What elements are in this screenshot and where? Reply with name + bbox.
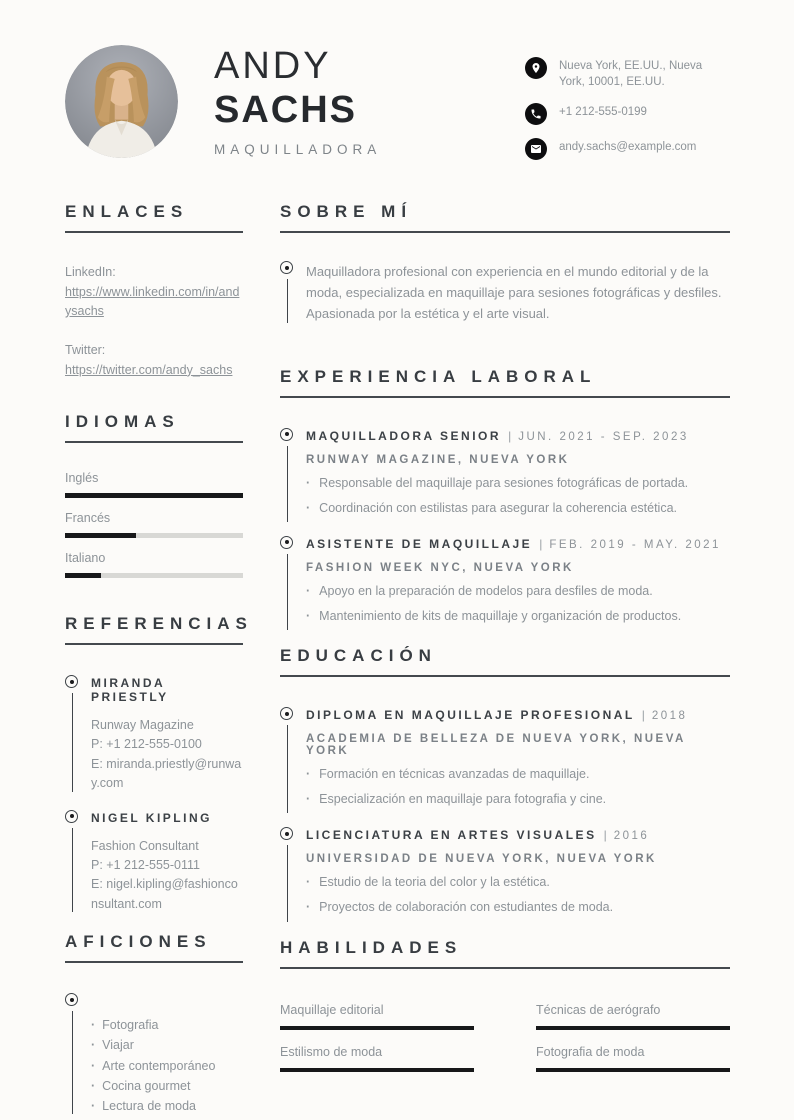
profile-photo-illustration — [65, 45, 178, 158]
skill-name: Técnicas de aerógrafo — [536, 1002, 661, 1017]
content-columns — [0, 202, 794, 1120]
skill-item — [536, 1003, 730, 1030]
section-languages — [65, 412, 243, 578]
reference-entry — [65, 810, 243, 915]
bullet-dot: · — [306, 875, 311, 890]
header — [0, 0, 794, 160]
skill-bar-track — [280, 1026, 474, 1030]
bullet-dot: · — [91, 1038, 96, 1053]
timeline-marker — [65, 675, 91, 794]
timeline-line — [72, 828, 74, 913]
experience-entry — [280, 428, 730, 524]
bullet-dot: · — [306, 767, 311, 782]
bullet-line — [306, 790, 730, 808]
language-row — [65, 511, 243, 538]
hobbies-entry — [65, 993, 243, 1116]
timeline-line — [287, 279, 289, 322]
divider: | — [641, 708, 645, 723]
phone-text: +1 212-555-0199 — [559, 106, 647, 119]
twitter-link[interactable]: https://twitter.com/andy_sachs — [65, 362, 233, 377]
sidebar — [65, 202, 253, 1120]
ring-bullet-icon — [280, 827, 293, 840]
section-education — [280, 646, 730, 924]
skills-grid — [280, 1003, 730, 1072]
bullet-dot: · — [91, 1099, 96, 1114]
timeline-line — [287, 845, 289, 921]
timeline-line — [72, 693, 74, 792]
name-block — [214, 45, 381, 157]
language-name: Italiano — [65, 551, 106, 566]
ring-bullet-icon — [65, 675, 78, 688]
bullet-line — [306, 474, 730, 492]
divider: | — [539, 536, 543, 551]
bullet-dot: · — [306, 608, 311, 623]
section-hobbies — [65, 932, 243, 1116]
bullet-dot: · — [306, 583, 311, 598]
about-section-title: SOBRE MÍ — [280, 202, 730, 233]
job-role: ASISTENTE DE MAQUILLAJE — [306, 536, 533, 551]
bullet-line — [306, 499, 730, 517]
degree-bullets — [306, 873, 730, 916]
hobby-text: Lectura de moda — [102, 1099, 196, 1114]
reference-details — [91, 716, 243, 794]
first-name: ANDY — [214, 45, 332, 87]
education-entry — [280, 707, 730, 815]
reference-phone: P: +1 212-555-0111 — [91, 857, 200, 872]
section-links — [65, 202, 243, 380]
job-dates: JUN. 2021 - SEP. 2023 — [518, 430, 689, 443]
skill-name: Fotografia de moda — [536, 1044, 645, 1059]
timeline-marker — [65, 810, 91, 915]
timeline-line — [287, 725, 289, 813]
reference-email: E: miranda.priestly@runway.com — [91, 756, 242, 791]
timeline-line — [287, 554, 289, 630]
timeline-marker — [280, 707, 306, 815]
bullet-dot: · — [91, 1058, 96, 1073]
timeline-line — [287, 446, 289, 522]
ring-bullet-icon — [280, 707, 293, 720]
contact-block — [525, 45, 730, 160]
skill-item — [280, 1003, 474, 1030]
email-icon — [525, 138, 547, 160]
job-title: MAQUILLADORA — [214, 142, 382, 158]
contact-location — [525, 57, 730, 90]
ring-bullet-icon — [65, 810, 78, 823]
hobby-text: Fotografia — [102, 1018, 159, 1033]
hobby-item — [91, 1035, 243, 1055]
linkedin-link-block — [65, 263, 243, 321]
divider: | — [603, 828, 607, 843]
timeline-marker — [65, 993, 91, 1116]
skills-section-title: HABILIDADES — [280, 938, 730, 969]
timeline-marker — [280, 261, 306, 324]
language-bar-fill — [65, 573, 101, 578]
degree-line — [306, 707, 730, 722]
section-experience — [280, 367, 730, 633]
skill-bar-fill — [536, 1068, 730, 1072]
timeline-marker — [280, 428, 306, 524]
about-text: Maquilladora profesional con experiencia en el mundo editorial y de la moda, especializada en maquillaje para sesiones fotográficas y desfiles. Apasionada por la estética y el arte visual. — [306, 264, 722, 321]
experience-section-title: EXPERIENCIA LABORAL — [280, 367, 730, 398]
last-name: SACHS — [214, 88, 358, 131]
experience-entry — [280, 536, 730, 632]
reference-company: Runway Magazine — [91, 718, 194, 733]
bullet-line — [306, 765, 730, 783]
ring-bullet-icon — [280, 428, 293, 441]
bullet-text: Proyectos de colaboración con estudiantes de moda. — [319, 900, 614, 915]
skill-bar-fill — [536, 1026, 730, 1030]
degree-title: LICENCIATURA EN ARTES VISUALES — [306, 828, 597, 843]
language-bar-fill — [65, 493, 243, 498]
twitter-link-block — [65, 341, 243, 380]
education-section-title: EDUCACIÓN — [280, 646, 730, 677]
timeline-line — [72, 1011, 74, 1114]
bullet-text: Apoyo en la preparación de modelos para desfiles de moda. — [319, 583, 653, 598]
language-bar-track — [65, 493, 243, 498]
reference-details — [91, 837, 243, 915]
degree-title: DIPLOMA EN MAQUILLAJE PROFESIONAL — [306, 708, 635, 723]
language-bar-fill — [65, 533, 136, 538]
reference-phone: P: +1 212-555-0100 — [91, 737, 202, 752]
degree-dates: 2016 — [613, 830, 650, 843]
language-name: Francés — [65, 511, 111, 526]
languages-section-title: IDIOMAS — [65, 412, 243, 443]
bullet-text: Mantenimiento de kits de maquillaje y organización de productos. — [319, 608, 682, 623]
bullet-line — [306, 898, 730, 916]
hobby-text: Arte contemporáneo — [102, 1058, 216, 1073]
skill-name: Maquillaje editorial — [280, 1002, 384, 1017]
bullet-text: Estudio de la teoria del color y la estética. — [319, 875, 550, 890]
hobbies-section-title: AFICIONES — [65, 932, 243, 963]
degree-line — [306, 827, 730, 842]
skill-bar-fill — [280, 1068, 474, 1072]
bullet-dot: · — [306, 792, 311, 807]
location-pin-icon — [525, 57, 547, 79]
ring-bullet-icon — [280, 536, 293, 549]
hobby-item — [91, 1096, 243, 1116]
links-section-title: ENLACES — [65, 202, 243, 233]
bullet-line — [306, 582, 730, 600]
hobby-item — [91, 1056, 243, 1076]
job-dates: FEB. 2019 - MAY. 2021 — [549, 538, 721, 551]
linkedin-label: LinkedIn: — [65, 265, 116, 280]
bullet-dot: · — [306, 500, 311, 515]
contact-email — [525, 138, 730, 160]
job-company: RUNWAY MAGAZINE, NUEVA YORK — [306, 453, 570, 466]
education-entry — [280, 827, 730, 923]
hobby-item — [91, 1076, 243, 1096]
degree-bullets — [306, 765, 730, 808]
role-line — [306, 428, 730, 443]
school-name: UNIVERSIDAD DE NUEVA YORK, NUEVA YORK — [306, 853, 657, 866]
skill-bar-track — [280, 1068, 474, 1072]
section-references — [65, 614, 253, 914]
divider: | — [508, 428, 512, 443]
reference-company: Fashion Consultant — [91, 838, 199, 853]
reference-name: NIGEL KIPLING — [91, 810, 212, 825]
role-line — [306, 536, 730, 551]
job-company: FASHION WEEK NYC, NUEVA YORK — [306, 561, 574, 574]
skill-bar-track — [536, 1026, 730, 1030]
skill-item — [280, 1045, 474, 1072]
job-role: MAQUILLADORA SENIOR — [306, 428, 502, 443]
bullet-line — [306, 873, 730, 891]
timeline-marker — [280, 827, 306, 923]
contact-phone — [525, 103, 730, 125]
hobby-text: Cocina gourmet — [102, 1078, 191, 1093]
hobby-text: Viajar — [102, 1038, 134, 1053]
job-bullets — [306, 582, 730, 625]
section-about — [280, 202, 730, 324]
ring-bullet-icon — [65, 993, 78, 1006]
timeline-marker — [280, 536, 306, 632]
bullet-text: Formación en técnicas avanzadas de maquillaje. — [319, 767, 590, 782]
linkedin-link[interactable]: https://www.linkedin.com/in/andysachs — [65, 284, 240, 318]
bullet-text: Coordinación con estilistas para asegurar la coherencia estética. — [319, 500, 678, 515]
phone-icon — [525, 103, 547, 125]
skill-item — [536, 1045, 730, 1072]
language-bar-track — [65, 533, 243, 538]
about-entry — [280, 261, 730, 324]
language-bar-track — [65, 573, 243, 578]
twitter-label: Twitter: — [65, 343, 106, 358]
bullet-line — [306, 607, 730, 625]
section-skills — [280, 938, 730, 1072]
degree-dates: 2018 — [651, 710, 688, 723]
email-text: andy.sachs@example.com — [559, 141, 697, 154]
bullet-dot: · — [306, 900, 311, 915]
reference-email: E: nigel.kipling@fashionconsultant.com — [91, 877, 238, 911]
skill-bar-fill — [280, 1026, 474, 1030]
reference-name: MIRANDA PRIESTLY — [91, 676, 169, 705]
school-name: ACADEMIA DE BELLEZA DE NUEVA YORK, NUEVA YORK — [306, 733, 686, 758]
language-name: Inglés — [65, 471, 99, 486]
bullet-dot: · — [91, 1018, 96, 1033]
bullet-text: Especialización en maquillaje para fotografia y cine. — [319, 792, 607, 807]
hobby-item — [91, 1015, 243, 1035]
job-bullets — [306, 474, 730, 517]
bullet-text: Responsable del maquillaje para sesiones fotográficas de portada. — [319, 475, 689, 490]
skill-bar-track — [536, 1068, 730, 1072]
language-row — [65, 551, 243, 578]
bullet-dot: · — [91, 1078, 96, 1093]
references-section-title: REFERENCIAS — [65, 614, 243, 645]
location-text: Nueva York, EE.UU., Nueva York, 10001, EE.UU. — [559, 60, 703, 89]
main-column — [280, 202, 730, 1120]
reference-entry — [65, 675, 243, 794]
hobby-list — [91, 1015, 243, 1116]
profile-photo — [65, 45, 178, 158]
skill-name: Estilismo de moda — [280, 1044, 383, 1059]
ring-bullet-icon — [280, 261, 293, 274]
bullet-dot: · — [306, 475, 311, 490]
language-row — [65, 471, 243, 498]
